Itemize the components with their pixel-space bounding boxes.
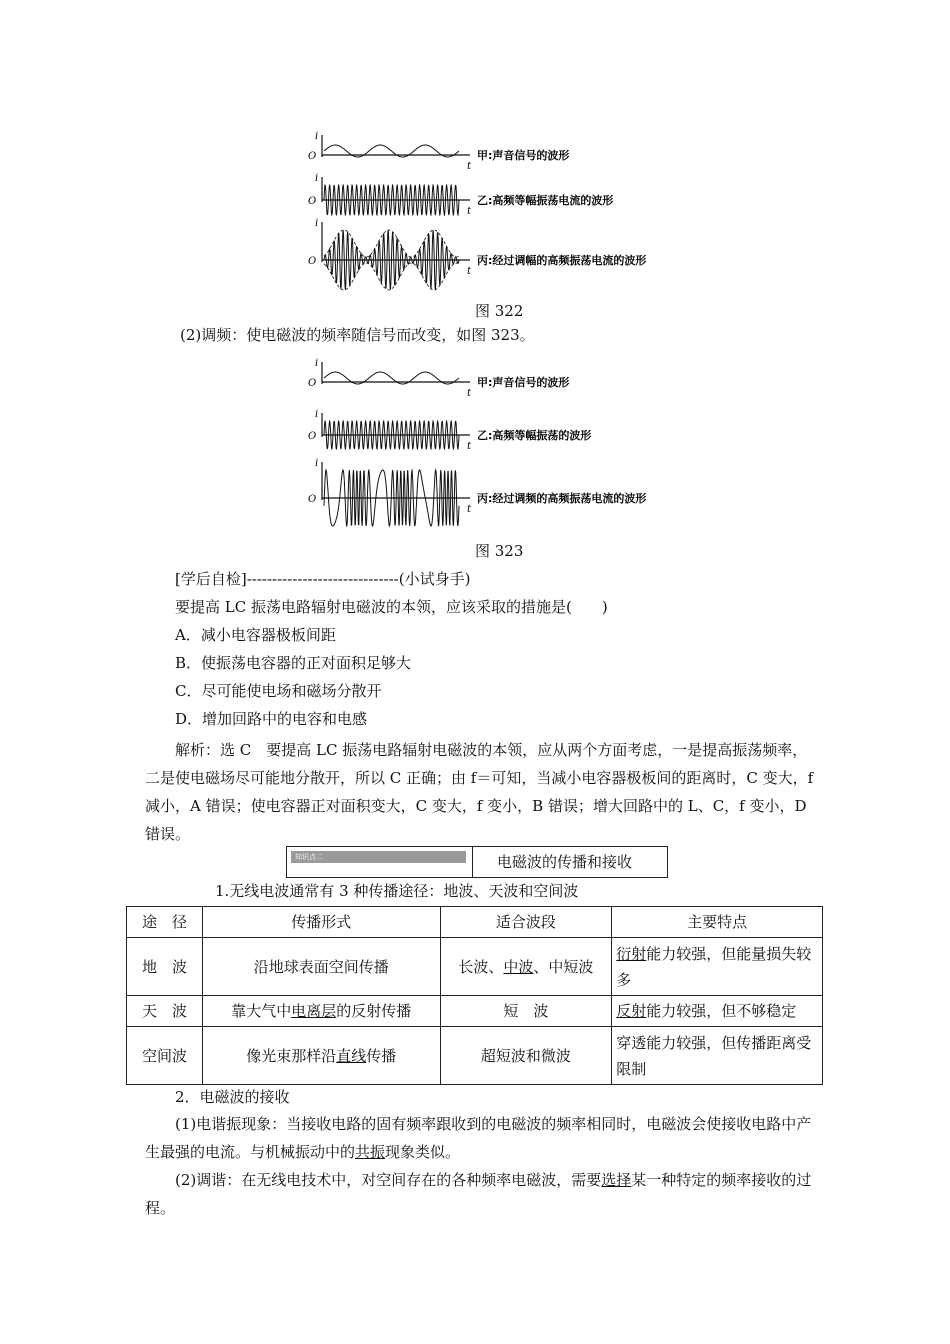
- band-text: 长波、: [458, 957, 504, 976]
- table-header-cell: 传播形式: [202, 907, 440, 938]
- band-cell: 短 波: [440, 996, 612, 1027]
- form-cell: [202, 938, 440, 996]
- tuning-text: (2)调谐：在无线电技术中，对空间存在的各种频率电磁波，需要: [175, 1171, 602, 1189]
- waveform-label: 乙:高频等幅振荡的波形: [477, 429, 592, 442]
- resonance-text: (1)电谐振现象：当接收电路的固有频率跟收到的电磁波的频率相同时，电磁波会使接收电路中产生最强的电流。与机械振动中的: [145, 1115, 812, 1161]
- resonance-paragraph: [145, 1110, 815, 1166]
- table-header-cell: 适合波段: [440, 907, 612, 938]
- option-d: D．增加回路中的电容和电感: [175, 710, 368, 728]
- axis-origin-label: O: [308, 151, 317, 162]
- waveform-label: 甲:声音信号的波形: [477, 376, 570, 389]
- option-c: C．尽可能使电场和磁场分散开: [175, 682, 382, 700]
- tuning-paragraph: [145, 1166, 815, 1222]
- band-cell: [440, 938, 612, 996]
- waveform-label: 丙:经过调频的高频振荡电流的波形: [477, 492, 647, 505]
- feature-cell: 穿透能力较强，但传播距离受限制: [612, 1027, 823, 1085]
- axis-t-label: t: [467, 441, 472, 452]
- axis-t-label: t: [467, 206, 472, 217]
- knowledge-tag-label: 知识点二: [295, 853, 323, 861]
- form-cell: [202, 1027, 440, 1085]
- waveform-label: 乙:高频等幅振荡电流的波形: [477, 194, 614, 207]
- form-text: 像光束那样沿: [246, 1046, 337, 1065]
- propagation-table: [126, 906, 823, 1085]
- form-text: 沿地球表面空间传播: [253, 957, 389, 976]
- axis-i-label: i: [315, 409, 319, 420]
- option-b: B．使振荡电容器的正对面积足够大: [175, 654, 412, 672]
- tuning-underlined: 选择: [601, 1171, 632, 1189]
- option-a: A．减小电容器极板间距: [175, 626, 336, 644]
- form-text: 靠大气中: [231, 1002, 292, 1020]
- table-row: [127, 938, 823, 996]
- knowledge-point-box: [286, 846, 668, 878]
- waveform: [324, 230, 459, 290]
- axis-i-label: i: [315, 458, 319, 469]
- waveform: [324, 421, 459, 449]
- form-text-tail: 的反射传播: [336, 1002, 412, 1020]
- form-text-tail: 传播: [366, 1046, 397, 1065]
- axis-t-label: t: [467, 388, 472, 399]
- figure-322-caption: 图 322: [475, 302, 524, 320]
- axis-t-label: t: [467, 266, 472, 277]
- feature-cell: [612, 938, 823, 996]
- waveform-label: 甲:声音信号的波形: [477, 149, 570, 162]
- axis-origin-label: O: [308, 196, 317, 207]
- axis-t-label: t: [467, 504, 472, 515]
- section-1-heading: 1.无线电波通常有 3 种传播途径：地波、天波和空间波: [215, 882, 579, 900]
- selftest-question: 要提高 LC 振荡电路辐射电磁波的本领，应该采取的措施是( ): [175, 598, 608, 616]
- band-cell: 超短波和微波: [440, 1027, 612, 1085]
- axis-i-label: i: [315, 173, 319, 184]
- band-text-tail: 、中短波: [533, 957, 594, 976]
- table-header-row: [127, 907, 823, 938]
- axis-origin-label: O: [308, 256, 317, 267]
- selftest-header: [学后自检]------------------------------(小试身手): [175, 570, 471, 588]
- axis-origin-label: O: [308, 431, 317, 442]
- route-cell: 天 波: [127, 996, 203, 1027]
- knowledge-separator: [472, 847, 473, 877]
- axis-i-label: i: [315, 218, 319, 229]
- feature-text: 能力较强，但能量损失较多: [616, 944, 812, 989]
- table-row: [127, 1027, 823, 1085]
- band-underlined: 中波: [503, 957, 534, 976]
- table-header-cell: 途 径: [127, 907, 203, 938]
- feature-cell: [612, 996, 823, 1027]
- axis-t-label: t: [467, 161, 472, 172]
- resonance-text-tail: 现象类似。: [385, 1143, 461, 1161]
- figure-323-caption: 图 323: [475, 542, 524, 560]
- form-underlined: 直线: [336, 1046, 367, 1065]
- feature-underlined: 反射: [616, 1002, 647, 1020]
- section-2-heading: 2．电磁波的接收: [175, 1088, 290, 1106]
- route-cell: 地 波: [127, 938, 203, 996]
- feature-underlined: 衍射: [616, 944, 647, 963]
- analysis-paragraph: 解析：选 C 要提高 LC 振荡电路辐射电磁波的本领，应从两个方面考虑，一是提高振荡频率，二是使电磁场尽可能地分散开，所以 C 正确；由 f＝可知，当减小电容器极板间的距离时，C 变大，f 减小，A 错误；使电容器正对面积变大，C 变大，f 变小，B 错误；增大回路中的 L、C，f 变小，D 错误。: [145, 741, 814, 843]
- knowledge-tag: [291, 851, 466, 863]
- figure-322: [300, 120, 700, 300]
- form-underlined: 电离层: [291, 1002, 337, 1020]
- waveform: [324, 185, 459, 215]
- figure-323: [300, 350, 700, 530]
- axis-i-label: i: [315, 358, 319, 369]
- tuning-text-tail: 某一种特定的频率接收的过程。: [145, 1171, 812, 1217]
- waveform-label: 丙:经过调幅的高频振荡电流的波形: [477, 254, 647, 267]
- axis-origin-label: O: [308, 378, 317, 389]
- table-row: [127, 996, 823, 1027]
- knowledge-title: 电磁波的传播和接收: [497, 853, 633, 871]
- table-header-cell: 主要特点: [612, 907, 823, 938]
- route-cell: 空间波: [127, 1027, 203, 1085]
- resonance-underlined: 共振: [355, 1143, 386, 1161]
- form-cell: [202, 996, 440, 1027]
- axis-i-label: i: [315, 131, 319, 142]
- axis-origin-label: O: [308, 494, 317, 505]
- figure-323-svg: [300, 350, 700, 530]
- figure-322-svg: [300, 120, 700, 300]
- fm-paragraph: (2)调频：使电磁波的频率随信号而改变，如图 323。: [180, 326, 535, 344]
- feature-text: 能力较强，但不够稳定: [646, 1002, 797, 1020]
